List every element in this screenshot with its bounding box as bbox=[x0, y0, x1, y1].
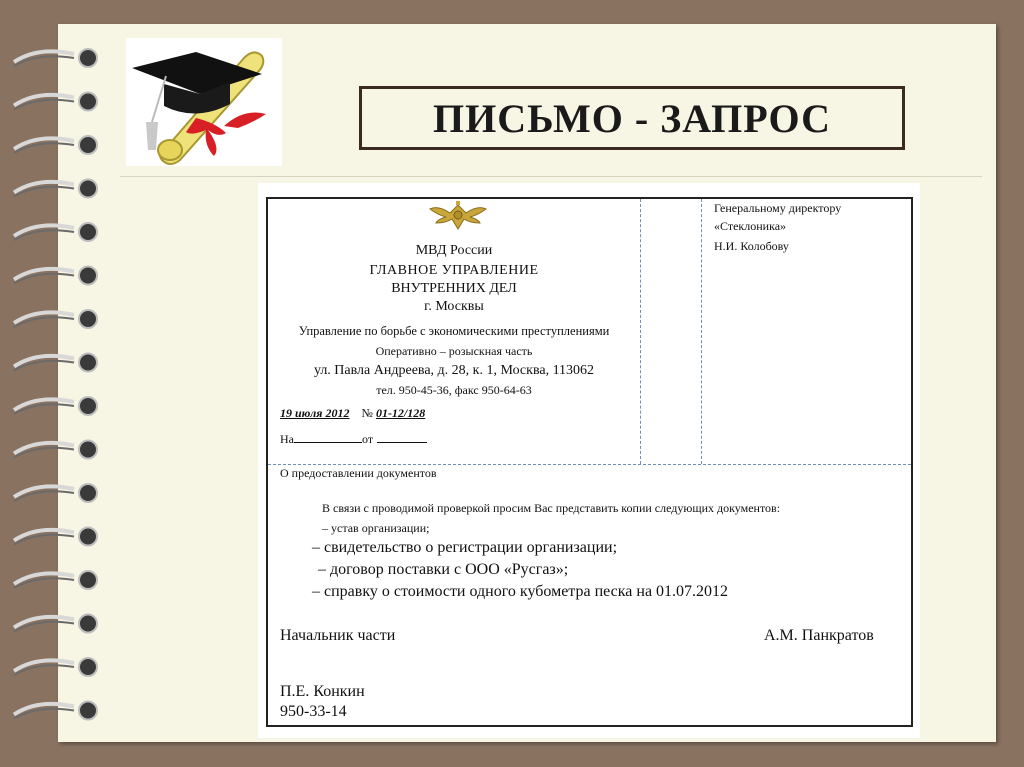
spiral-hole bbox=[79, 484, 97, 502]
spiral-hole bbox=[79, 658, 97, 676]
recipient-line: «Стеклоника» bbox=[714, 219, 787, 233]
spiral-hole bbox=[79, 571, 97, 589]
dept-line: Оперативно – розыскная часть bbox=[375, 344, 533, 358]
letter-subject: О предоставлении документов bbox=[280, 466, 437, 480]
spiral-hole bbox=[79, 702, 97, 720]
recipient-line: Генеральному директору bbox=[714, 201, 842, 215]
na-label: На bbox=[280, 432, 294, 446]
signature-position: Начальник части bbox=[280, 627, 396, 644]
dept-line: тел. 950-45-36, факс 950-64-63 bbox=[376, 383, 532, 397]
letter-intro: В связи с проводимой проверкой просим Вас представить копии следующих документов: bbox=[322, 501, 781, 515]
letter-document bbox=[258, 183, 920, 738]
spiral-hole bbox=[79, 441, 97, 459]
org-line: ГЛАВНОЕ УПРАВЛЕНИЕ bbox=[369, 263, 539, 278]
spiral-hole bbox=[79, 49, 97, 67]
eagle-emblem-icon bbox=[428, 199, 488, 233]
spiral-hole bbox=[79, 310, 97, 328]
spiral-hole bbox=[79, 93, 97, 111]
title-box bbox=[359, 86, 905, 150]
list-item: – договор поставки с ООО «Русгаз»; bbox=[318, 561, 569, 578]
dept-line: ул. Павла Андреева, д. 28, к. 1, Москва, 113062 bbox=[313, 363, 595, 378]
page-title: ПИСЬМО - ЗАПРОС bbox=[433, 95, 831, 141]
spiral-hole bbox=[79, 615, 97, 633]
recipient-line: Н.И. Колобову bbox=[714, 239, 789, 253]
list-item: – устав организации; bbox=[322, 521, 430, 535]
spiral-hole bbox=[79, 136, 97, 154]
letter-date: 19 июля 2012 bbox=[280, 406, 350, 420]
dashed-divider bbox=[640, 199, 641, 464]
executor-phone: 950-33-14 bbox=[280, 703, 347, 720]
reference-line bbox=[280, 432, 427, 447]
spiral-hole bbox=[79, 397, 97, 415]
dashed-divider bbox=[701, 199, 702, 464]
spiral-hole bbox=[79, 223, 97, 241]
graduation-logo bbox=[126, 38, 282, 166]
executor-name: П.Е. Конкин bbox=[280, 683, 365, 700]
blank-line bbox=[294, 442, 362, 443]
spiral-hole bbox=[79, 354, 97, 372]
divider bbox=[120, 176, 982, 177]
spiral-hole bbox=[79, 528, 97, 546]
dept-line: Управление по борьбе с экономическими преступлениями bbox=[298, 324, 610, 338]
ot-label: от bbox=[362, 432, 374, 446]
list-item: – свидетельство о регистрации организации; bbox=[312, 539, 618, 556]
dashed-divider bbox=[268, 464, 911, 465]
spiral-binding bbox=[8, 40, 108, 740]
org-line: МВД России bbox=[415, 243, 493, 258]
list-item: – справку о стоимости одного кубометра песка на 01.07.2012 bbox=[312, 583, 729, 600]
reg-line bbox=[280, 406, 425, 421]
spiral-hole bbox=[79, 180, 97, 198]
letter-frame bbox=[266, 197, 913, 727]
number-prefix: № bbox=[361, 406, 373, 420]
signature-name: А.М. Панкратов bbox=[764, 627, 874, 644]
blank-line bbox=[377, 442, 427, 443]
spiral-hole bbox=[79, 267, 97, 285]
org-line: г. Москвы bbox=[424, 299, 484, 314]
org-line: ВНУТРЕННИХ ДЕЛ bbox=[391, 281, 517, 296]
letter-number: 01-12/128 bbox=[375, 406, 426, 420]
